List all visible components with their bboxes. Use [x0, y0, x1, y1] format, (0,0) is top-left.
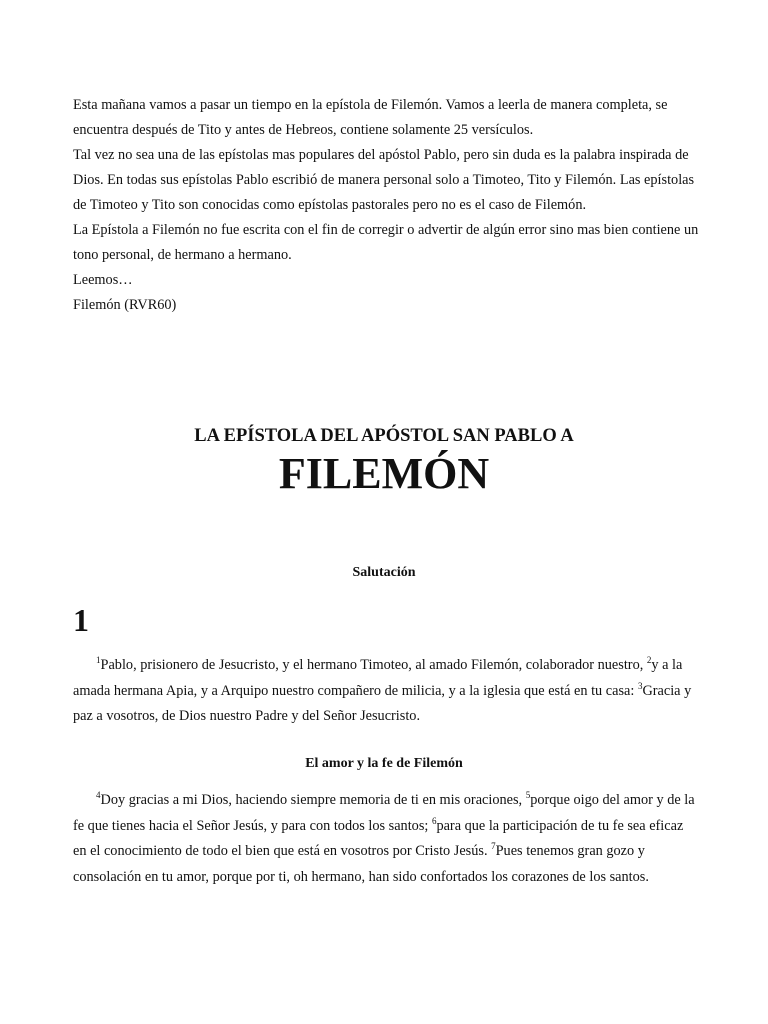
verse-text: para que la participación de tu fe sea eficaz en el conocimiento de todo el bien que está en vosotros por Cristo Jesús.: [73, 817, 684, 859]
verse-paragraph: [73, 653, 698, 730]
verse-number: 6: [431, 815, 437, 826]
verse-number: 4: [96, 790, 101, 800]
verse-number: 5: [525, 790, 531, 800]
verse-paragraph: [73, 788, 698, 890]
verse-number: 1: [96, 655, 101, 665]
section-heading-amor-fe: El amor y la fe de Filemón: [305, 756, 463, 771]
book-subtitle: LA EPÍSTOLA DEL APÓSTOL SAN PABLO A: [194, 426, 574, 446]
intro-paragraph: La Epístola a Filemón no fue escrita con el fin de corregir o advertir de algún error sino mas bien contiene un tono personal, de hermano a hermano.: [73, 222, 699, 263]
chapter-number: 1: [73, 602, 89, 638]
section-heading-salutacion: Salutación: [352, 565, 416, 580]
intro-paragraph: Filemón (RVR60): [73, 297, 177, 313]
verse-text: porque oigo del amor y de la fe que tienes hacia el Señor Jesús, y para con todos los santos;: [73, 792, 695, 834]
verse-number: 7: [491, 841, 496, 851]
verse-text: Pablo, prisionero de Jesucristo, y el hermano Timoteo, al amado Filemón, colaborador nuestro,: [100, 657, 647, 673]
intro-paragraph: Tal vez no sea una de las epístolas mas populares del apóstol Pablo, pero sin duda es la palabra inspirada de Dios. En todas sus epístolas Pablo escribió de manera personal solo a Timoteo, Tito y Filemón. Las epístolas de Timoteo y Tito son conocidas como epístolas pastorales pero no es el caso de Filemón.: [73, 147, 695, 213]
verse-text: Doy gracias a mi Dios, haciendo siempre memoria de ti en mis oraciones,: [100, 792, 526, 808]
verse-text: Gracia y paz a vosotros, de Dios nuestro Padre y del Señor Jesucristo.: [73, 682, 692, 724]
verse-number: 3: [637, 680, 643, 691]
intro-paragraph: Leemos…: [73, 272, 133, 288]
intro-paragraph: Esta mañana vamos a pasar un tiempo en la epístola de Filemón. Vamos a leerla de manera completa, se encuentra después de Tito y antes de Hebreos, contiene solamente 25 versículos.: [73, 97, 668, 138]
book-title: FILEMÓN: [278, 449, 490, 498]
intro-text: [73, 93, 703, 318]
verse-number: 2: [646, 655, 652, 665]
verse-text: y a la amada hermana Apia, y a Arquipo nuestro compañero de milicia, y a la iglesia que está en tu casa:: [73, 657, 683, 699]
verse-text: Pues tenemos gran gozo y consolación en tu amor, porque por ti, oh hermano, han sido confortados los corazones de los santos.: [73, 843, 649, 885]
